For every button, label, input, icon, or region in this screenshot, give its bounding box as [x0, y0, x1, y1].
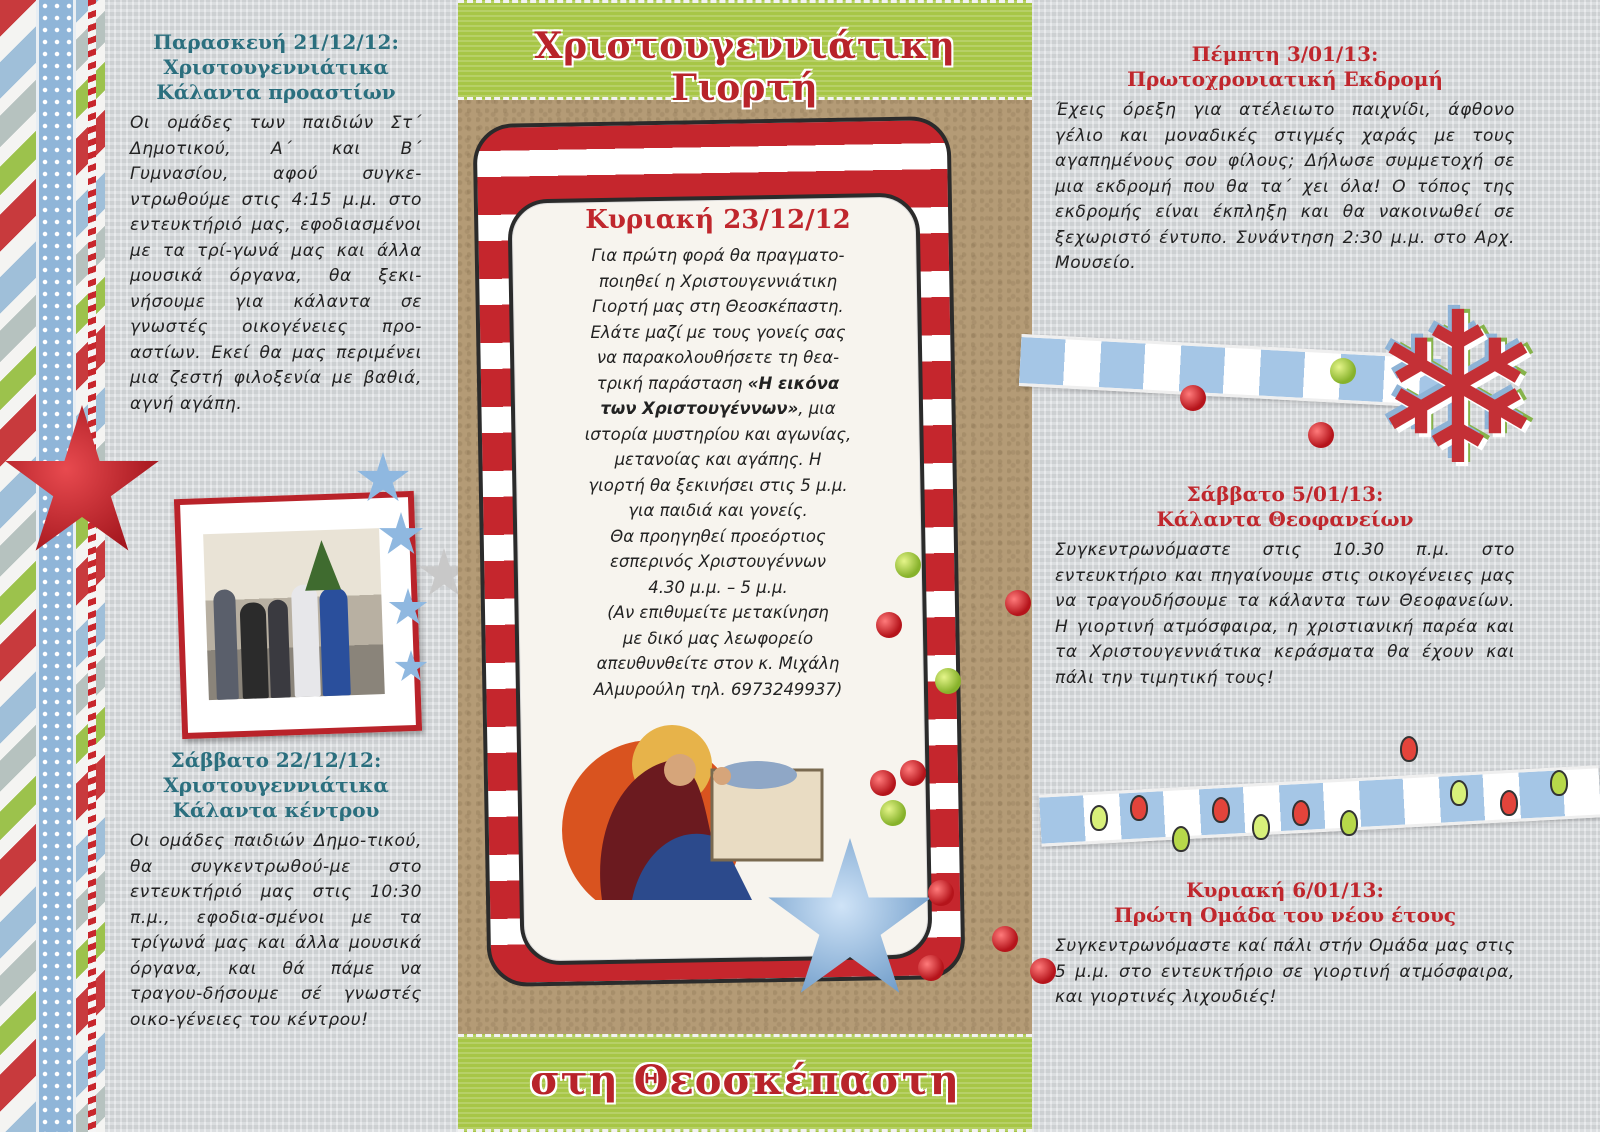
berry: [900, 760, 926, 786]
main-event-date: Κυριακή 23/12/12: [585, 205, 851, 235]
play-title: «Η εικόνα: [747, 373, 840, 393]
light-bulb-icon: [1450, 780, 1468, 806]
event-title: Κάλαντα προαστίων: [156, 80, 396, 104]
snowflake-icon: ❄: [1370, 267, 1546, 512]
event-date: Σάββατο 5/01/13:: [1186, 482, 1384, 506]
photo-image: [203, 528, 385, 700]
berry: [935, 668, 961, 694]
footer-band: [458, 1034, 1032, 1132]
berry: [876, 612, 902, 638]
berry: [1030, 958, 1056, 984]
event-description: Έχεις όρεξη για ατέλειωτο παιχνίδι, άφθονο γέλιο και μοναδικές στιγμές χαράς με τους αγαπημένους σου φίλους; Δήλωσε συμμετοχή σε μια εκδρομή που θα τα΄ χει όλα! Ο τόπος της εκδρομής είναι έκπληξη και θα νακοινωθεί σε ξεχωριστό έντυπο. Συνάντηση 2:30 μ.μ. στο Αρχ. Μουσείο.: [1055, 100, 1515, 273]
event-description: Οι ομάδες των παιδιών Στ΄ Δημοτικού, Α΄ και Β΄ Γυμνασίου, αφού συγκε-ντρωθούμε στις 4:15 μ.μ. στο εντευκτήριό μας, εφοδιασμένοι με τα τρί-γωνά μας και άλλα μουσικά όργανα, θα ξεκι-νήσουμε για κάλαντα σε γνωστές οικογένειες προ-αστίων. Εκεί θα μας περιμένει μια ζεστή φιλοξενία με βαθιά, αγνή αγάπη.: [130, 113, 422, 414]
play-title: των Χριστουγέννων»: [600, 399, 799, 418]
event-description: Συγκεντρωνόμαστε στις 10.30 π.μ. στο εντευκτήριο και πηγαίνουμε στις οικογένειες μας να τραγουδήσουμε τα κάλαντα των Θεοφανείων. Η γιορτινή ατμόσφαιρα, η χριστιανική παρέα και τα Χριστουγεννιάτικα κεράσματα θα έχουν και πάλι την τιμητική τους!: [1055, 540, 1515, 688]
header-band: [458, 0, 1032, 109]
light-bulb-icon: [1090, 805, 1108, 831]
nativity-icon: [562, 710, 832, 900]
berry: [1005, 590, 1031, 616]
event-date: Σάββατο 22/12/12:: [170, 748, 382, 772]
berry: [880, 800, 906, 826]
event-title: Χριστουγεννιάτικα: [163, 55, 389, 79]
event-block-right-1: [1055, 42, 1515, 277]
light-bulb-icon: [1172, 826, 1190, 852]
berry: [870, 770, 896, 796]
event-date: Παρασκευή 21/12/12:: [153, 30, 399, 54]
main-event-description: Για πρώτη φορά θα πραγματο- ποιηθεί η Χριστουγεννιάτικη Γιορτή μας στη Θεοσκέπαστη. Ελάτε μαζί με τους γονείς σας να παρακολουθήσετε τη θεα- τρική παράσταση «Η εικόνα των Χριστουγέννων», μια ιστορία μυστηρίου και αγωνίας, μετανοίας και αγάπης. Η γιορτή θα ξεκινήσει στις 5 μ.μ. για παιδιά και γονείς. Θα προηγηθεί προεόρτιος εσπερινός Χριστουγέννων 4.30 μ.μ. – 5 μ.μ. (Αν επιθυμείτε μετακίνηση με δικό μας λεωφορείο απευθυνθείτε στον κ. Μιχάλη Αλμυρούλη τηλ. 6973249937): [584, 246, 852, 699]
event-date: Πέμπτη 3/01/13:: [1191, 42, 1379, 66]
page-subtitle: στη Θεοσκέπαστη: [530, 1057, 960, 1104]
light-bulb-icon: [1252, 814, 1270, 840]
berry: [918, 955, 944, 981]
main-event-block: [540, 205, 896, 702]
page-title: Χριστουγεννιάτικη Γιορτή: [534, 25, 956, 109]
berry: [1330, 358, 1356, 384]
berry: [1308, 422, 1334, 448]
event-title: Κάλαντα Θεοφανείων: [1156, 507, 1414, 531]
twine-decoration: [88, 0, 96, 1132]
polka-dot-ribbon: [36, 0, 76, 1132]
light-bulb-icon: [1550, 770, 1568, 796]
light-bulb-icon: [1340, 810, 1358, 836]
event-title: Χριστουγεννιάτικα: [163, 773, 389, 797]
berry: [928, 880, 954, 906]
event-block-right-2: [1055, 482, 1515, 691]
event-title: Πρωτοχρονιατική Εκδρομή: [1127, 67, 1443, 91]
event-date: Κυριακή 6/01/13:: [1186, 878, 1384, 902]
event-title: Πρώτη Ομάδα του νέου έτους: [1113, 903, 1457, 927]
event-block-left-1: [130, 30, 422, 417]
light-bulb-icon: [1400, 736, 1418, 762]
event-block-right-3: [1055, 878, 1515, 1011]
berry: [992, 926, 1018, 952]
event-description: Οι ομάδες παιδιών Δημο-τικού, θα συγκεντρωθού-με στο εντευκτήριό μας στις 10:30 π.μ., εφοδια-σμένοι με τα τρίγωνά μας και άλλα μουσικά όργανα, και θά πάμε να τραγου-δήσουμε σέ γνωστές οικο-γένειες του κέντρου!: [130, 831, 422, 1030]
event-block-left-2: [130, 748, 422, 1033]
event-title: Κάλαντα κέντρου: [172, 798, 380, 822]
light-bulb-icon: [1212, 797, 1230, 823]
event-description: Συγκεντρωνόμαστε καί πάλι στήν Ομάδα μας στις 5 μ.μ. στο εντευκτήριο σε γιορτινή ατμόσφαιρα, και γιορτινές λιχουδιές!: [1055, 936, 1515, 1007]
light-bulb-icon: [1292, 800, 1310, 826]
berry: [1180, 385, 1206, 411]
light-bulb-icon: [1500, 790, 1518, 816]
light-bulb-icon: [1130, 795, 1148, 821]
berry: [895, 552, 921, 578]
